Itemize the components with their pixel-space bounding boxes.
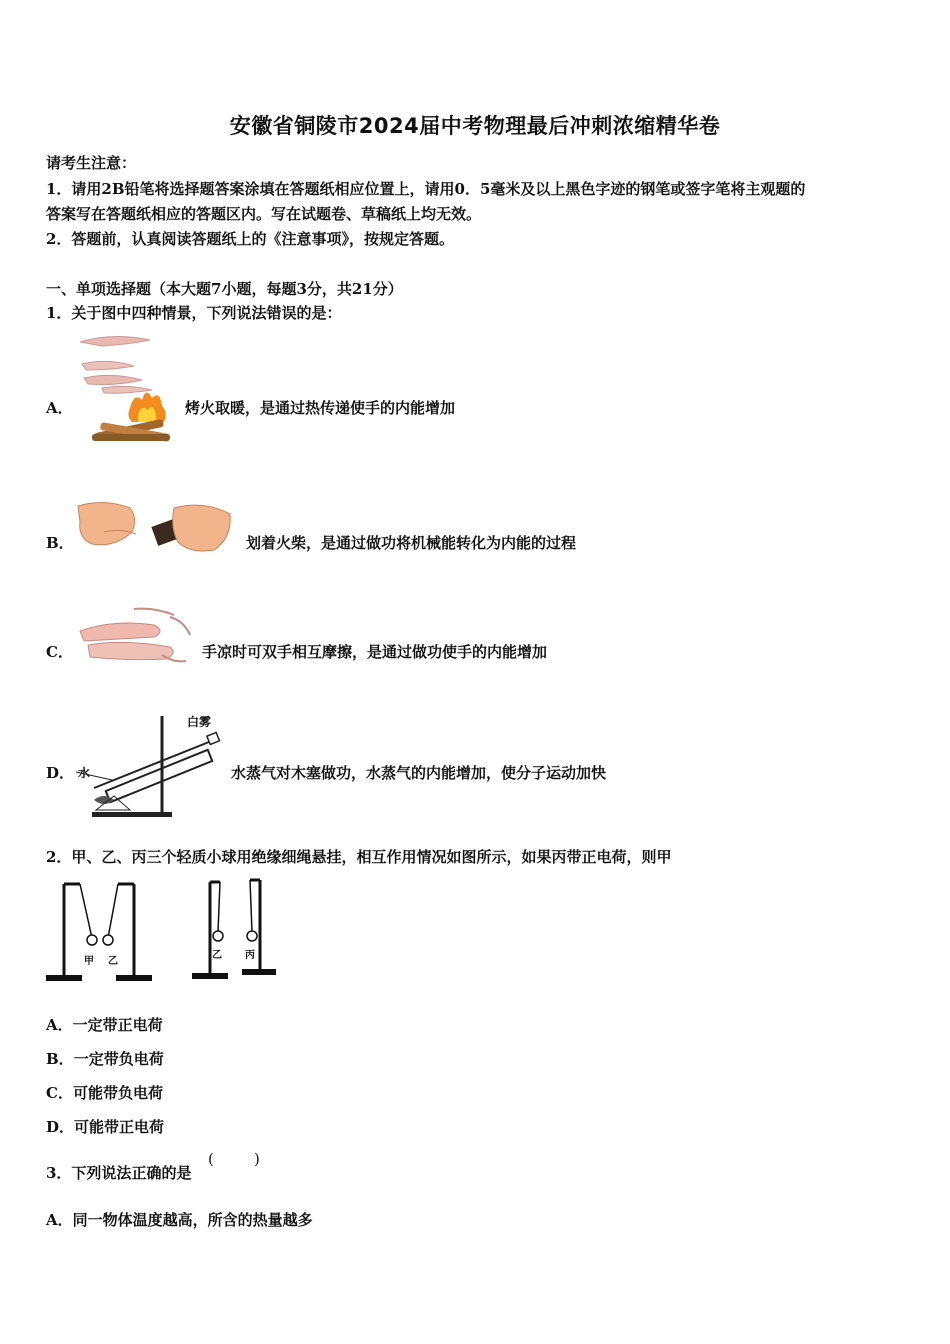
notice-item-1: 1．请用2B铅笔将选择题答案涂填在答题纸相应位置上，请用0．5毫米及以上黑色字迹的钢笔或签字笔将主观题的 [46, 180, 806, 198]
q1-option-a-label: A． [46, 399, 73, 417]
fog-label: 白雾 [187, 715, 212, 729]
page-title: 安徽省铜陵市2024届中考物理最后冲刺浓缩精华卷 [229, 114, 721, 138]
notice-item-2: 2．答题前，认真阅读答题纸上的《注意事项》，按规定答题。 [46, 230, 454, 248]
notice-item-1-cont: 答案写在答题纸相应的答题区内。写在试题卷、草稿纸上均无效。 [46, 205, 482, 223]
question-3-stem: 3．下列说法正确的是 [46, 1164, 192, 1182]
charged-balls-diagram [46, 878, 278, 984]
q1-option-a-text: 烤火取暖，是通过热传递使手的内能增加 [185, 399, 456, 417]
answer-paren-close: ) [254, 1150, 260, 1168]
notice-heading: 请考生注意： [46, 154, 137, 172]
q1-option-c-text: 手凉时可双手相互摩擦，是通过做功使手的内能增加 [202, 643, 548, 661]
ball-label-jia: 甲 [84, 956, 94, 967]
water-label: 水 [78, 766, 91, 780]
ball-label-yi-right: 乙 [212, 950, 222, 961]
q3-option-a: A．同一物体温度越高，所含的热量越多 [46, 1211, 313, 1229]
question-1-stem: 1．关于图中四种情景，下列说法错误的是： [46, 304, 342, 322]
rubbing-hands-image [74, 605, 196, 673]
q1-option-d-label: D． [46, 764, 75, 782]
section-heading: 一、单项选择题（本大题7小题，每题3分，共21分） [46, 280, 403, 298]
q1-option-d-text: 水蒸气对木塞做功，水蒸气的内能增加，使分子运动加快 [231, 764, 607, 782]
q2-option-a: A．一定带正电荷 [46, 1016, 163, 1034]
campfire-hands-image [72, 330, 182, 455]
q2-option-c: C．可能带负电荷 [46, 1084, 163, 1102]
question-2-stem: 2．甲、乙、丙三个轻质小球用绝缘细绳悬挂，相互作用情况如图所示，如果丙带正电荷，则甲 [46, 848, 672, 866]
ball-label-yi-left: 乙 [108, 956, 118, 967]
striking-match-image [74, 498, 234, 558]
q2-option-d: D．可能带正电荷 [46, 1118, 165, 1136]
q1-option-c-label: C． [46, 643, 73, 661]
answer-paren-open: ( [208, 1150, 214, 1168]
q2-option-b: B．一定带负电荷 [46, 1050, 164, 1068]
q1-option-b-label: B． [46, 534, 74, 552]
q1-option-b-text: 划着火柴，是通过做功将机械能转化为内能的过程 [246, 534, 577, 552]
ball-label-bing: 丙 [245, 950, 255, 961]
